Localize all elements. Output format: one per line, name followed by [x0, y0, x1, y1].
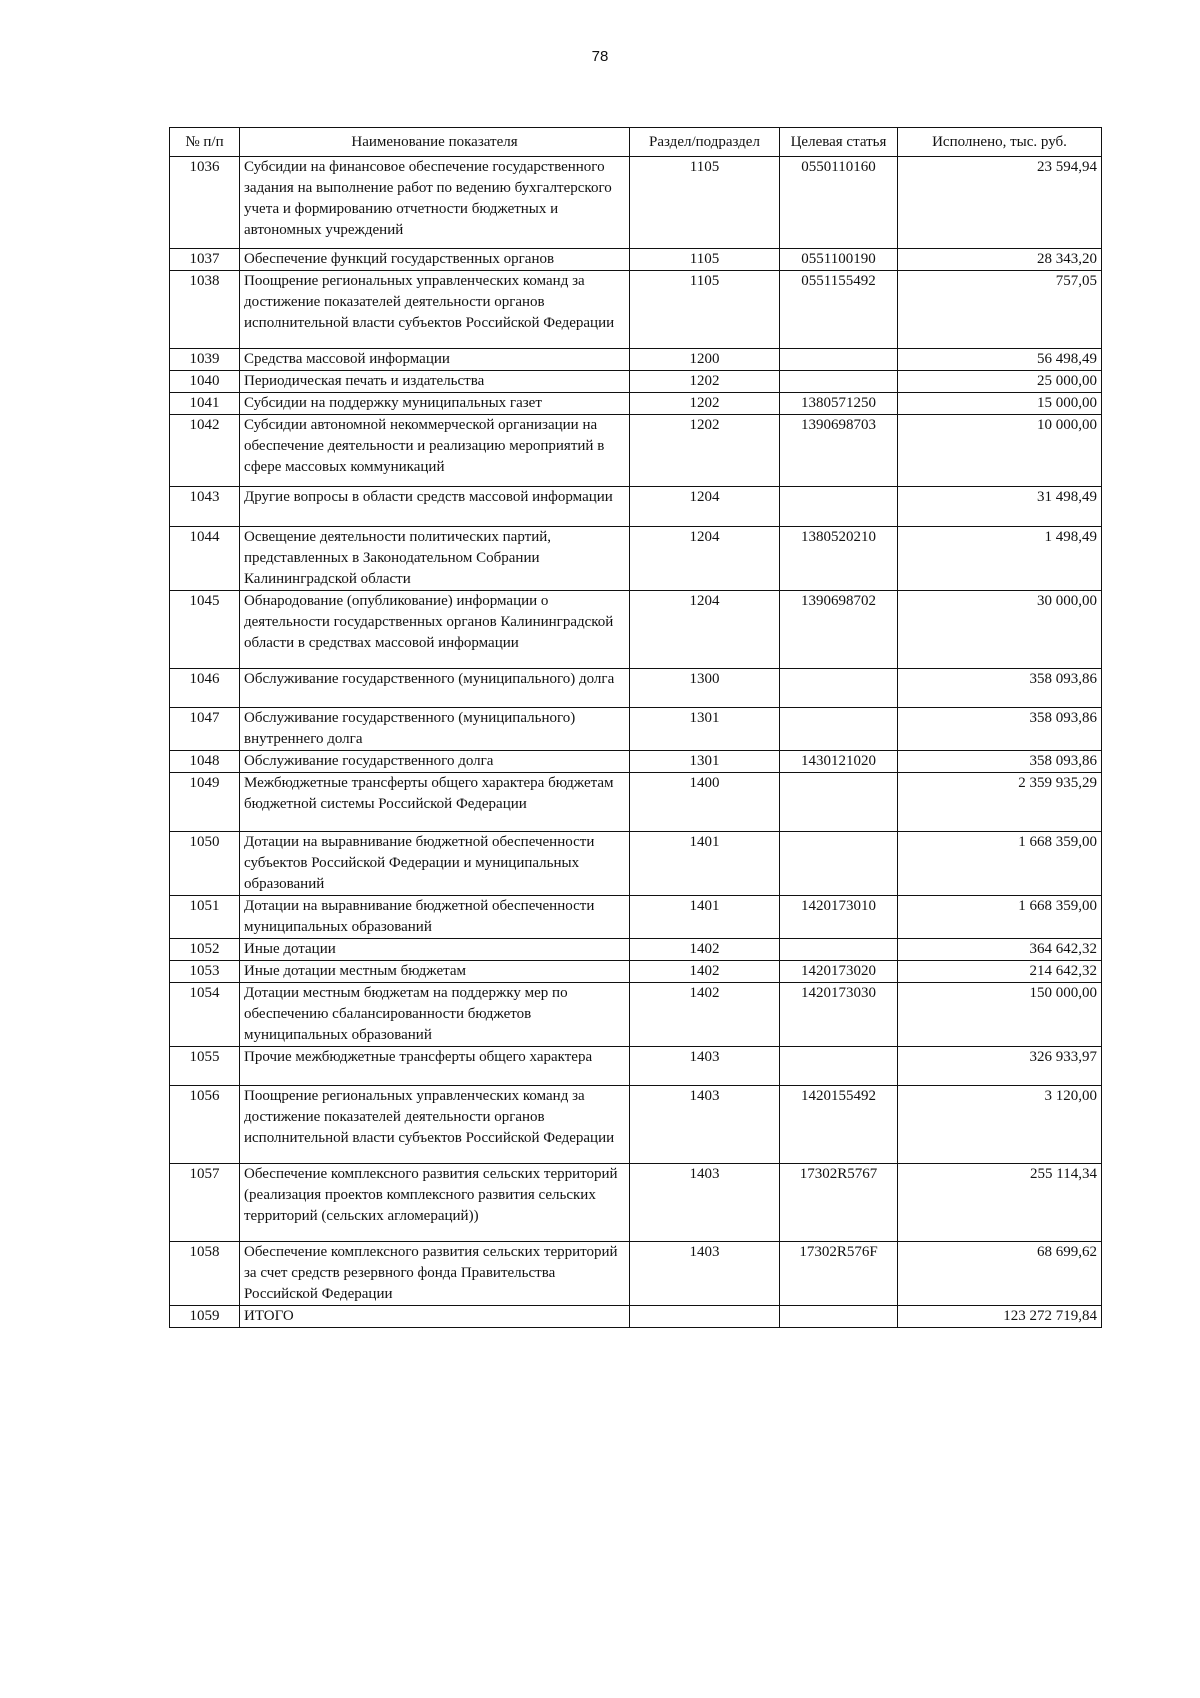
table-row: [170, 983, 1102, 1047]
target-article: 1430121020: [780, 751, 898, 773]
executed-amount: 1 668 359,00: [898, 896, 1102, 939]
row-number: 1043: [170, 487, 240, 527]
indicator-name: Субсидии на поддержку муниципальных газет: [240, 393, 630, 415]
section-code: 1105: [630, 271, 780, 349]
target-article: [780, 371, 898, 393]
row-number: 1052: [170, 939, 240, 961]
row-number: 1038: [170, 271, 240, 349]
section-code: 1200: [630, 349, 780, 371]
executed-amount: 358 093,86: [898, 669, 1102, 708]
row-number: 1059: [170, 1306, 240, 1328]
section-code: 1401: [630, 896, 780, 939]
executed-amount: 255 114,34: [898, 1164, 1102, 1242]
table-row: [170, 708, 1102, 751]
executed-amount: 25 000,00: [898, 371, 1102, 393]
table-row: [170, 157, 1102, 249]
target-article: 1380571250: [780, 393, 898, 415]
table-body: [170, 157, 1102, 1328]
section-code: 1301: [630, 751, 780, 773]
table-row: [170, 249, 1102, 271]
section-code: 1403: [630, 1164, 780, 1242]
section-code: 1402: [630, 961, 780, 983]
header-row-number: № п/п: [170, 128, 240, 157]
table-row: [170, 591, 1102, 669]
row-number: 1042: [170, 415, 240, 487]
target-article: 0550110160: [780, 157, 898, 249]
target-article: [780, 1047, 898, 1086]
table-row: [170, 1306, 1102, 1328]
indicator-name: Дотации местным бюджетам на поддержку мер по обеспечению сбалансированности бюджетов муниципальных образований: [240, 983, 630, 1047]
executed-amount: 757,05: [898, 271, 1102, 349]
table-row: [170, 669, 1102, 708]
row-number: 1051: [170, 896, 240, 939]
indicator-name: ИТОГО: [240, 1306, 630, 1328]
row-number: 1057: [170, 1164, 240, 1242]
section-code: 1400: [630, 773, 780, 832]
row-number: 1036: [170, 157, 240, 249]
row-number: 1048: [170, 751, 240, 773]
table-row: [170, 415, 1102, 487]
section-code: 1401: [630, 832, 780, 896]
section-code: 1301: [630, 708, 780, 751]
table-row: [170, 349, 1102, 371]
target-article: 1380520210: [780, 527, 898, 591]
target-article: [780, 773, 898, 832]
indicator-name: Межбюджетные трансферты общего характера бюджетам бюджетной системы Российской Федерации: [240, 773, 630, 832]
section-code: 1403: [630, 1047, 780, 1086]
section-code: 1300: [630, 669, 780, 708]
table-row: [170, 1086, 1102, 1164]
target-article: 0551155492: [780, 271, 898, 349]
executed-amount: 364 642,32: [898, 939, 1102, 961]
target-article: 0551100190: [780, 249, 898, 271]
target-article: [780, 939, 898, 961]
indicator-name: Иные дотации: [240, 939, 630, 961]
row-number: 1045: [170, 591, 240, 669]
indicator-name: Обеспечение комплексного развития сельских территорий за счет средств резервного фонда Правительства Российской Федерации: [240, 1242, 630, 1306]
target-article: [780, 669, 898, 708]
row-number: 1037: [170, 249, 240, 271]
indicator-name: Обнародование (опубликование) информации о деятельности государственных органов Калининградской области в средствах массовой информации: [240, 591, 630, 669]
table-row: [170, 1242, 1102, 1306]
row-number: 1054: [170, 983, 240, 1047]
executed-amount: 150 000,00: [898, 983, 1102, 1047]
section-code: 1402: [630, 983, 780, 1047]
table-row: [170, 527, 1102, 591]
indicator-name: Поощрение региональных управленческих команд за достижение показателей деятельности органов исполнительной власти субъектов Российской Федерации: [240, 271, 630, 349]
table-row: [170, 487, 1102, 527]
target-article: 17302R5767: [780, 1164, 898, 1242]
executed-amount: 10 000,00: [898, 415, 1102, 487]
indicator-name: Обслуживание государственного долга: [240, 751, 630, 773]
executed-amount: 123 272 719,84: [898, 1306, 1102, 1328]
section-code: 1403: [630, 1086, 780, 1164]
section-code: [630, 1306, 780, 1328]
executed-amount: 2 359 935,29: [898, 773, 1102, 832]
target-article: [780, 708, 898, 751]
section-code: 1202: [630, 371, 780, 393]
executed-amount: 15 000,00: [898, 393, 1102, 415]
indicator-name: Субсидии на финансовое обеспечение государственного задания на выполнение работ по ведению бухгалтерского учета и формированию отчетности бюджетных и автономных учреждений: [240, 157, 630, 249]
target-article: 1420155492: [780, 1086, 898, 1164]
target-article: [780, 832, 898, 896]
row-number: 1047: [170, 708, 240, 751]
indicator-name: Иные дотации местным бюджетам: [240, 961, 630, 983]
header-target-article: Целевая статья: [780, 128, 898, 157]
row-number: 1040: [170, 371, 240, 393]
report-table: [169, 127, 1102, 1328]
table-row: [170, 1047, 1102, 1086]
indicator-name: Прочие межбюджетные трансферты общего характера: [240, 1047, 630, 1086]
table-row: [170, 393, 1102, 415]
section-code: 1403: [630, 1242, 780, 1306]
target-article: [780, 349, 898, 371]
header-row: [170, 128, 1102, 157]
indicator-name: Освещение деятельности политических партий, представленных в Законодательном Собрании Калининградской области: [240, 527, 630, 591]
section-code: 1202: [630, 415, 780, 487]
executed-amount: 358 093,86: [898, 708, 1102, 751]
executed-amount: 3 120,00: [898, 1086, 1102, 1164]
row-number: 1046: [170, 669, 240, 708]
section-code: 1105: [630, 249, 780, 271]
target-article: 1390698703: [780, 415, 898, 487]
target-article: 17302R576F: [780, 1242, 898, 1306]
target-article: [780, 487, 898, 527]
indicator-name: Средства массовой информации: [240, 349, 630, 371]
section-code: 1402: [630, 939, 780, 961]
executed-amount: 326 933,97: [898, 1047, 1102, 1086]
table-row: [170, 271, 1102, 349]
indicator-name: Обеспечение комплексного развития сельских территорий (реализация проектов комплексного развития сельских территорий (сельских агломераций)): [240, 1164, 630, 1242]
table-header: [170, 128, 1102, 157]
header-indicator-name: Наименование показателя: [240, 128, 630, 157]
section-code: 1204: [630, 591, 780, 669]
row-number: 1044: [170, 527, 240, 591]
executed-amount: 214 642,32: [898, 961, 1102, 983]
table-row: [170, 773, 1102, 832]
row-number: 1039: [170, 349, 240, 371]
row-number: 1049: [170, 773, 240, 832]
indicator-name: Обеспечение функций государственных органов: [240, 249, 630, 271]
executed-amount: 23 594,94: [898, 157, 1102, 249]
section-code: 1105: [630, 157, 780, 249]
indicator-name: Субсидии автономной некоммерческой организации на обеспечение деятельности и реализацию мероприятий в сфере массовых коммуникаций: [240, 415, 630, 487]
indicator-name: Дотации на выравнивание бюджетной обеспеченности муниципальных образований: [240, 896, 630, 939]
executed-amount: 1 498,49: [898, 527, 1102, 591]
executed-amount: 68 699,62: [898, 1242, 1102, 1306]
target-article: 1420173030: [780, 983, 898, 1047]
row-number: 1056: [170, 1086, 240, 1164]
table-row: [170, 896, 1102, 939]
table-row: [170, 1164, 1102, 1242]
executed-amount: 28 343,20: [898, 249, 1102, 271]
table-row: [170, 832, 1102, 896]
executed-amount: 1 668 359,00: [898, 832, 1102, 896]
indicator-name: Другие вопросы в области средств массовой информации: [240, 487, 630, 527]
table-row: [170, 371, 1102, 393]
executed-amount: 358 093,86: [898, 751, 1102, 773]
indicator-name: Периодическая печать и издательства: [240, 371, 630, 393]
section-code: 1202: [630, 393, 780, 415]
row-number: 1050: [170, 832, 240, 896]
executed-amount: 30 000,00: [898, 591, 1102, 669]
target-article: 1390698702: [780, 591, 898, 669]
section-code: 1204: [630, 527, 780, 591]
row-number: 1055: [170, 1047, 240, 1086]
table-row: [170, 939, 1102, 961]
indicator-name: Поощрение региональных управленческих команд за достижение показателей деятельности органов исполнительной власти субъектов Российской Федерации: [240, 1086, 630, 1164]
indicator-name: Обслуживание государственного (муниципального) внутреннего долга: [240, 708, 630, 751]
target-article: 1420173010: [780, 896, 898, 939]
table-row: [170, 751, 1102, 773]
indicator-name: Дотации на выравнивание бюджетной обеспеченности субъектов Российской Федерации и муниципальных образований: [240, 832, 630, 896]
header-executed-amount: Исполнено, тыс. руб.: [898, 128, 1102, 157]
section-code: 1204: [630, 487, 780, 527]
row-number: 1053: [170, 961, 240, 983]
page-number: 78: [591, 48, 609, 65]
header-section: Раздел/подраздел: [630, 128, 780, 157]
executed-amount: 56 498,49: [898, 349, 1102, 371]
target-article: 1420173020: [780, 961, 898, 983]
table-row: [170, 961, 1102, 983]
target-article: [780, 1306, 898, 1328]
row-number: 1041: [170, 393, 240, 415]
row-number: 1058: [170, 1242, 240, 1306]
indicator-name: Обслуживание государственного (муниципального) долга: [240, 669, 630, 708]
executed-amount: 31 498,49: [898, 487, 1102, 527]
